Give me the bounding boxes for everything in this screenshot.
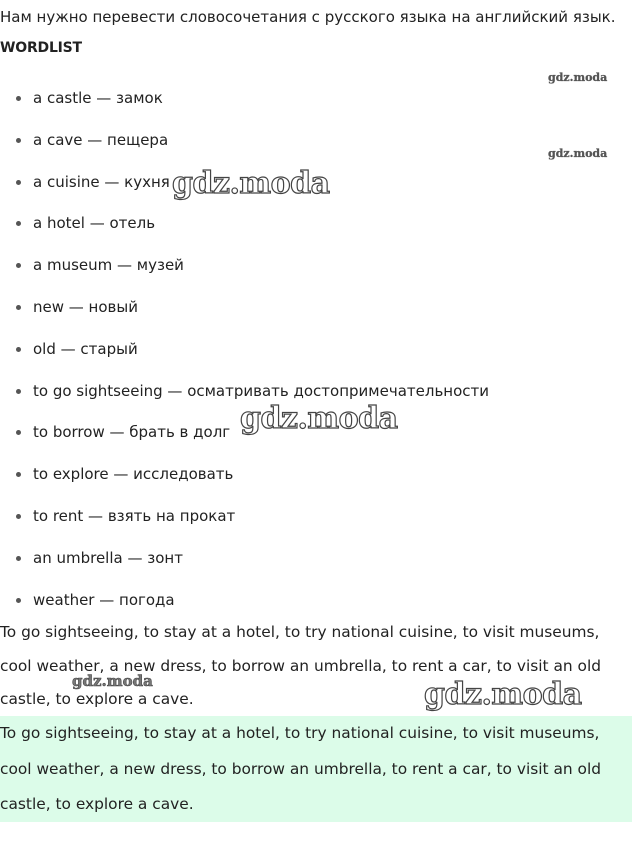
list-item xyxy=(0,295,489,337)
watermark: gdz.moda xyxy=(548,147,608,160)
answer-box xyxy=(0,716,632,822)
list-item-text: to explore — исследовать xyxy=(33,465,234,484)
bullet-icon xyxy=(16,347,21,352)
bullet-icon xyxy=(16,472,21,477)
list-item xyxy=(0,546,489,588)
list-item-text: to go sightseeing — осматривать достопримечательности xyxy=(33,381,490,400)
watermark: gdz.moda xyxy=(172,166,330,201)
bullet-icon xyxy=(16,96,21,101)
list-item xyxy=(0,86,489,128)
watermark: gdz.moda xyxy=(72,672,153,690)
list-item-text: an umbrella — зонт xyxy=(33,548,183,567)
list-item xyxy=(0,211,489,253)
list-item-text: to rent — взять на прокат xyxy=(33,506,236,525)
bullet-icon xyxy=(16,138,21,143)
bullet-icon xyxy=(16,180,21,185)
bullet-icon xyxy=(16,556,21,561)
list-item-text: a castle — замок xyxy=(33,89,163,107)
bullet-icon xyxy=(16,221,21,226)
bullet-icon xyxy=(16,263,21,268)
wordlist-heading: WORDLIST xyxy=(0,40,82,56)
list-item xyxy=(0,462,489,504)
list-item xyxy=(0,253,489,295)
list-item-text: a museum — музей xyxy=(33,256,184,275)
list-item xyxy=(0,504,489,546)
list-item-text: a cuisine — кухня xyxy=(33,172,170,191)
list-item-text: to borrow — брать в долг xyxy=(33,423,231,442)
list-item-text: old — старый xyxy=(33,339,138,358)
list-item-text: weather — погода xyxy=(33,590,175,609)
bullet-icon xyxy=(16,598,21,603)
watermark: gdz.moda xyxy=(424,677,582,712)
intro-text: Нам нужно перевести словосочетания с русского языка на английский язык. xyxy=(0,8,616,26)
list-item-text: a hotel — отель xyxy=(33,214,156,233)
list-item-text: new — новый xyxy=(33,297,138,316)
bullet-icon xyxy=(16,514,21,519)
answer-text: To go sightseeing, to stay at a hotel, to try national cuisine, to visit museums, cool weather, a new dress, to borrow an umbrella, to rent a car, to visit an old castle, to explore a cave. xyxy=(0,724,601,813)
watermark: gdz.moda xyxy=(548,71,608,84)
translation-paragraph: To go sightseeing, to stay at a hotel, to try national cuisine, to visit museums, cool weather, a new dress, to borrow an umbrella, to rent a car, to visit an old castle, to explore a cave. xyxy=(0,623,601,708)
list-item xyxy=(0,128,489,170)
watermark: gdz.moda xyxy=(240,401,398,436)
bullet-icon xyxy=(16,305,21,310)
bullet-icon xyxy=(16,389,21,394)
list-item xyxy=(0,337,489,379)
bullet-icon xyxy=(16,430,21,435)
list-item-text: a cave — пещера xyxy=(33,130,169,149)
